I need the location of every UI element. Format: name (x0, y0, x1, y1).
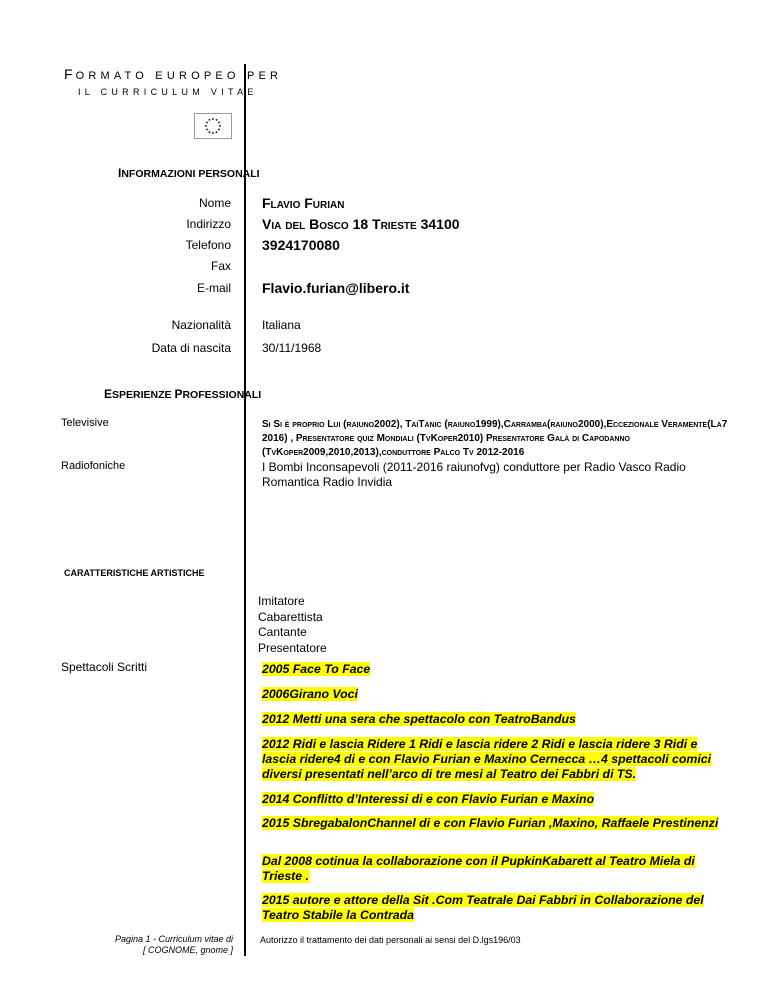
radiofoniche-text: I Bombi Inconsapevoli (2011-2016 raiunofvg) conduttore per Radio Vasco Radio Romantica Radio Invidia (262, 460, 686, 489)
value-data-nascita: 30/11/1968 (262, 341, 322, 355)
document-title: FORMATO EUROPEO PER (64, 66, 283, 82)
show-item: 2015 SbregabalonChannel di e con Flavio Furian ,Maxino, Raffaele Prestinenzi (262, 816, 719, 830)
show-item: 2015 autore e attore della Sit .Com Teatrale Dai Fabbri in Collaborazione del Teatro Stabile la Contrada (262, 893, 704, 922)
label-fax: Fax (210, 259, 231, 273)
section-experience: ESPERIENZE PROFESSIONALI (104, 387, 262, 401)
page-footer-left: Pagina 1 - Curriculum vitae di [ COGNOME, gnome ] (114, 934, 233, 955)
value-email: Flavio.furian@libero.it (262, 280, 410, 296)
eu-flag-icon (194, 113, 232, 139)
show-item: 2006Girano Voci (262, 687, 358, 701)
label-spettacoli: Spettacoli Scritti (61, 660, 148, 674)
value-indirizzo: Via del Bosco 18 Trieste 34100 (262, 216, 460, 232)
label-televisive: Televisive (61, 417, 109, 429)
label-email: E-mail (196, 281, 231, 295)
section-personal-info: INFORMAZIONI PERSONALI (118, 166, 260, 180)
label-indirizzo: Indirizzo (186, 217, 231, 231)
vertical-divider (244, 64, 246, 956)
list-item: Cabarettista (258, 609, 323, 624)
label-nome: Nome (198, 196, 231, 210)
televisive-text: Si Si è proprio Lui (raiuno2002), TaiTanic (raiuno1999),Carramba(raiuno2000),Eccezionale Veramente(La7 2016) , Presentatore quiz Mondiali (TvKoper2010) Presentatore Galà di Capodanno (TvKoper2009,2010,2013),conduttore Palco Tv 2012-2016 (262, 419, 728, 458)
value-nome: Flavio Furian (262, 195, 345, 211)
label-nazionalita: Nazionalità (171, 318, 231, 332)
list-item: Presentatore (258, 640, 327, 655)
section-artistic: CARATTERISTICHE ARTISTICHE (64, 568, 205, 578)
show-item: 2012 Ridi e lascia Ridere 1 Ridi e lascia ridere 2 Ridi e lascia ridere 3 Ridi e lascia ridere4 di e con Flavio Furian e Maxino Cernecca …4 spettacoli comici diversi presentati nell’arco di tre mesi al Teatro dei Fabbri di TS. (262, 737, 712, 781)
list-item: Imitatore (258, 594, 305, 608)
label-telefono: Telefono (185, 238, 231, 252)
show-item: 2014 Conflitto d’Interessi di e con Flavio Furian e Maxino (262, 792, 595, 806)
label-radiofoniche: Radiofoniche (61, 460, 126, 472)
artistic-list (258, 594, 327, 656)
privacy-consent-footer: Autorizzo il trattamento dei dati personali ai sensi del D.lgs196/03 (260, 935, 521, 945)
show-item: 2012 Metti una sera che spettacolo con TeatroBandus (262, 712, 576, 726)
value-nazionalita: Italiana (262, 318, 301, 332)
show-item: 2005 Face To Face (262, 662, 371, 676)
value-telefono: 3924170080 (262, 237, 340, 253)
list-item: Cantante (258, 625, 307, 639)
document-subtitle: IL CURRICULUM VITAE (78, 87, 258, 97)
show-item: Dal 2008 cotinua la collaborazione con il PupkinKabarett al Teatro Miela di Trieste . (262, 854, 695, 883)
label-data-nascita: Data di nascita (151, 341, 231, 355)
